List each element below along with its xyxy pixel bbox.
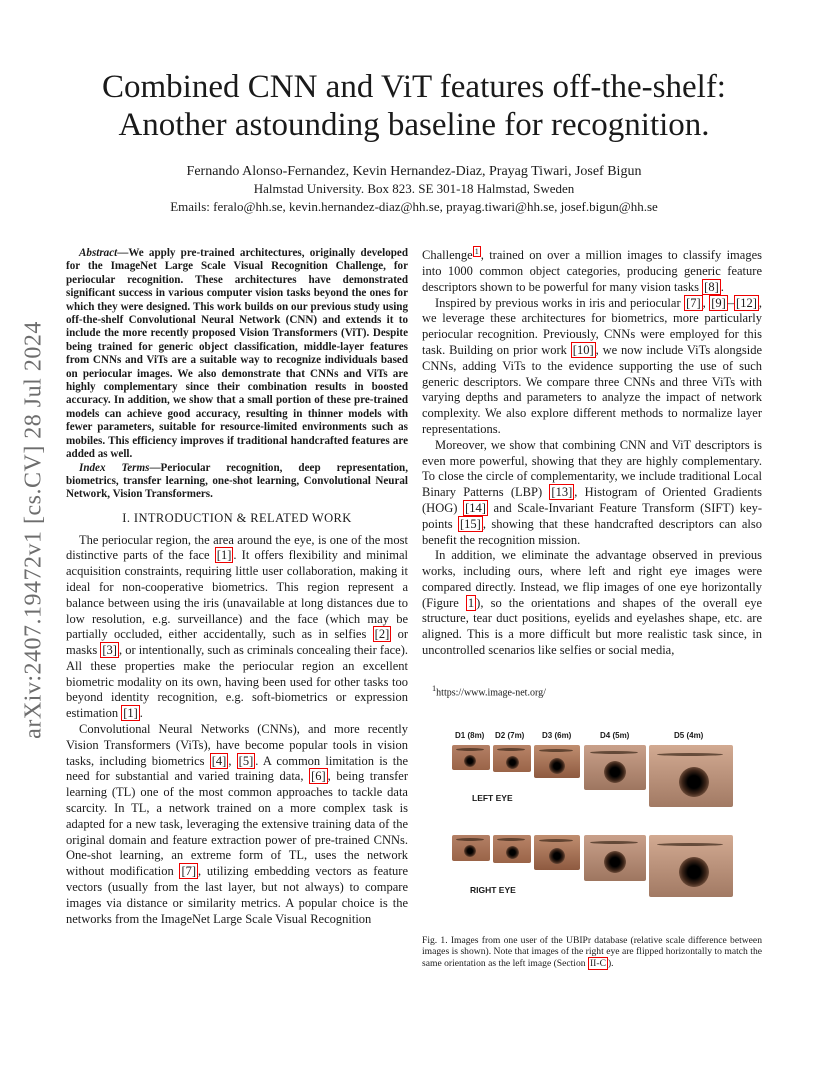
citation-link[interactable]: [1]	[216, 548, 232, 563]
eye-image-right-d3	[534, 835, 580, 870]
left-column	[66, 247, 408, 927]
email-list: Emails: feralo@hh.se, kevin.hernandez-diaz@hh.se, prayag.tiwari@hh.se, josef.bigun@hh.se	[170, 199, 658, 214]
text-span: Fig. 1. Images from one user of the UBIPr database (relative scale difference between images is shown). Note that images of the right eye are flipped horizontally to match the same orientation as the left image (Section	[422, 935, 762, 969]
right-eye-label: RIGHT EYE	[470, 885, 516, 895]
text-span: ).	[607, 957, 614, 969]
text-span: . It offers flexibility and minimal acquisition constraints, requiring little user collaboration, making it ideal for non-cooperative biometrics. This region represent a balance between using the iris (unavailable at long distances due to low resolution, e.g. surveillance) and the face (which may be partially occluded, either accidentally, such as in selfies	[66, 548, 408, 642]
distance-label-d5: D5 (4m)	[674, 731, 704, 740]
figure-caption	[422, 935, 762, 969]
citation-link[interactable]: [3]	[102, 643, 117, 658]
eye-image-left-d4	[584, 745, 646, 790]
eye-image-left-d1	[452, 745, 490, 770]
text-span: , trained on over a million images to classify images into 1000 common object categories, producing generic feature descriptors shown to be powerful for many vision tasks	[422, 248, 762, 294]
intro-paragraph-4: Inspired by previous works in iris and periocular [7] , [9] – [12] , we leverage these architectures for biometrics, more particularly periocular recognition. Previously, CNNs were employed for this task. Building on prior work [10] , we now include ViTs alongside CNNs, adding ViTs to the evidence supporting the use of such generic descriptors. We compare three CNNs and three ViTs with varying depths and parameters to analyze the impact of network complexity. We also explore different methods to normalize layer representations.	[422, 295, 762, 436]
text-span: and Scale-Invariant Feature Transform (SIFT) key-points	[422, 500, 762, 531]
citation-link[interactable]: [10]	[572, 342, 594, 357]
citation-link[interactable]: [12]	[736, 295, 757, 310]
citation-link[interactable]: [14]	[465, 500, 486, 515]
text-span: .	[139, 706, 143, 721]
intro-paragraph-2	[66, 722, 408, 927]
eye-image-left-d5	[649, 745, 733, 807]
text-span: . A common limitation is the need for substantial and varied training data,	[66, 753, 409, 784]
abstract-label: Abstract	[79, 247, 118, 259]
text-span: , being transfer learning (TL) one of the most common approaches to tackle data scarcity. In TL, a network trained on a more complex task is adapted for a new task, leveraging the extensive training data of the original domain and feature extraction power of pre-trained CNNs. One-shot learning, an extreme form of TL, uses the network without modification	[66, 769, 408, 879]
citation-link[interactable]: [9]	[711, 295, 726, 310]
right-column	[422, 244, 762, 659]
intro-paragraph-6	[422, 548, 762, 659]
abstract-text: —We apply pre-trained architectures, originally developed for the ImageNet Large Scale Visual Recognition Challenge, for periocular recognition. These architectures have demonstrated significant success in various computer vision tasks beyond the ones for which they were designed. This work builds on our previous study using off-the-shelf Convolutional Neural Network (CNN) and extends it to include the more recently proposed Vision Transformers (ViT). Despite being trained for generic object classification, middle-layer features from CNNs and ViTs are a suitable way to recognize individuals based on periocular images. We also demonstrate that CNNs and ViTs are highly complementary since their combination results in boosted accuracy. In addition, we show that a small portion of these pre-trained models can achieve good accuracy, resulting in thinner models with fewer parameters, suitable for resource-limited environments such as mobiles. This efficiency improves if traditional handcrafted features are added as well.	[66, 247, 408, 461]
eye-image-left-d3	[534, 745, 580, 778]
paper-title: Combined CNN and ViT features off-the-shelf: Another astounding baseline for recognition.	[102, 69, 726, 143]
footnote-url: https://www.image-net.org/	[436, 687, 546, 699]
eye-image-right-d2	[493, 835, 531, 863]
citation-link[interactable]: [6]	[311, 769, 326, 784]
distance-label-d4: D4 (5m)	[600, 731, 630, 740]
figure-reference-link[interactable]: 1	[467, 595, 475, 610]
text-span: , or intentionally, such as criminals concealing their face). All these properties make the periocular region an excellent biometric modality on its own, having been used for other tasks too beyond identity recognition, e.g. soft-biometrics or expression estimation	[66, 643, 409, 721]
citation-link[interactable]: [4]	[211, 753, 227, 768]
footnote-marker[interactable]: 1	[474, 247, 479, 256]
citation-link[interactable]: [15]	[459, 516, 481, 531]
text-span: , Histogram of Oriented Gradients (HOG)	[422, 485, 763, 515]
distance-label-d1: D1 (8m)	[455, 731, 485, 740]
index-terms	[66, 462, 408, 502]
text-span: , showing that these handcrafted descriptors can also benefit the recognition mission.	[422, 516, 762, 547]
text-span: Convolutional Neural Networks (CNNs), and more recently Vision Transformers (ViTs), have become popular tools in vision tasks, including biometrics	[66, 722, 408, 768]
footnote-number: 1	[432, 684, 437, 693]
text-span: , utilizing embedding vectors as feature vectors (usually from the last layer, but not always) to compare images via distance or similarity metrics. A popular choice is the networks from the ImageNet Large Scale Visual Recognition	[66, 864, 408, 926]
text-span: –	[727, 295, 735, 310]
distance-label-d3: D3 (6m)	[542, 731, 572, 740]
citation-link[interactable]: [13]	[551, 485, 573, 500]
figure-1	[445, 725, 765, 920]
text-span: The periocular region, the area around the eye, is one of the most distinctive parts of the face	[66, 532, 408, 563]
citation-link[interactable]: [7]	[181, 864, 197, 879]
index-terms-text: —Periocular recognition, deep representation, biometrics, transfer learning, one-shot learning, Convolutional Neural Network, Vision Transformers.	[66, 461, 408, 501]
left-eye-label: LEFT EYE	[472, 793, 513, 803]
index-terms-label: Index Terms	[79, 461, 150, 474]
arxiv-id-text: arXiv:2407.19472v1 [cs.CV] 28 Jul 2024	[20, 321, 47, 739]
text-span: , we now include ViTs alongside CNNs, adding ViTs to the evidence supporting the use of such generic descriptors. We compare three CNNs and three ViTs with varying depths and parameters to analyze the impact of network complexity. We also explore different methods to normalize layer representations.	[422, 342, 762, 436]
eye-image-right-d1	[452, 835, 490, 861]
text-span: , we leverage these architectures for biometrics, more particularly periocular recognition. Previously, CNNs were employed for this task. Building on prior work	[422, 295, 762, 357]
text-span: In addition, we eliminate the advantage observed in previous works, including ours, where left and right eye images were compared directly. Instead, we flip images of one eye horizontally (Figure	[422, 548, 762, 610]
section-reference-link[interactable]: II-C	[589, 957, 606, 969]
intro-paragraph-3	[422, 244, 762, 296]
citation-link[interactable]: [2]	[374, 627, 390, 642]
citation-link[interactable]: [8]	[704, 279, 719, 294]
eye-image-right-d5	[649, 835, 733, 897]
citation-link[interactable]: [1]	[123, 706, 138, 721]
citation-link[interactable]: [7]	[686, 295, 701, 310]
arxiv-identifier	[14, 300, 54, 760]
text-span: Challenge	[422, 248, 473, 263]
citation-link[interactable]: [5]	[238, 753, 254, 768]
text-span: .	[720, 279, 724, 294]
abstract	[66, 247, 408, 462]
section-heading: I. INTRODUCTION & RELATED WORK	[122, 510, 352, 525]
eye-image-left-d2	[493, 745, 531, 772]
intro-paragraph-1	[66, 533, 408, 723]
eye-image-right-d4	[584, 835, 646, 881]
intro-paragraph-5	[422, 438, 762, 549]
text-span: ,	[228, 753, 237, 768]
text-span: ), so the orientations and shapes of the overall eye structure, tear duct positions, eyelids and eyelashes shape, etc. are aligned. This is a more difficult but more realistic task since, in uncontrolled scenarios like selfies or social media,	[422, 595, 762, 658]
author-list: Fernando Alonso-Fernandez, Kevin Hernandez-Diaz, Prayag Tiwari, Josef Bigun	[186, 164, 642, 179]
footnote	[432, 684, 546, 698]
text-span: Moreover, we show that combining CNN and ViT descriptors is even more powerful, showing that they are highly complementary. To close the circle of complementarity, we include traditional Local Binary Patterns (LBP)	[422, 437, 762, 500]
affiliation: Halmstad University. Box 823. SE 301-18 Halmstad, Sweden	[253, 181, 575, 196]
distance-label-d2: D2 (7m)	[495, 731, 525, 740]
text-span: Inspired by previous works in iris and periocular	[435, 295, 685, 310]
text-span: or masks	[66, 627, 408, 658]
